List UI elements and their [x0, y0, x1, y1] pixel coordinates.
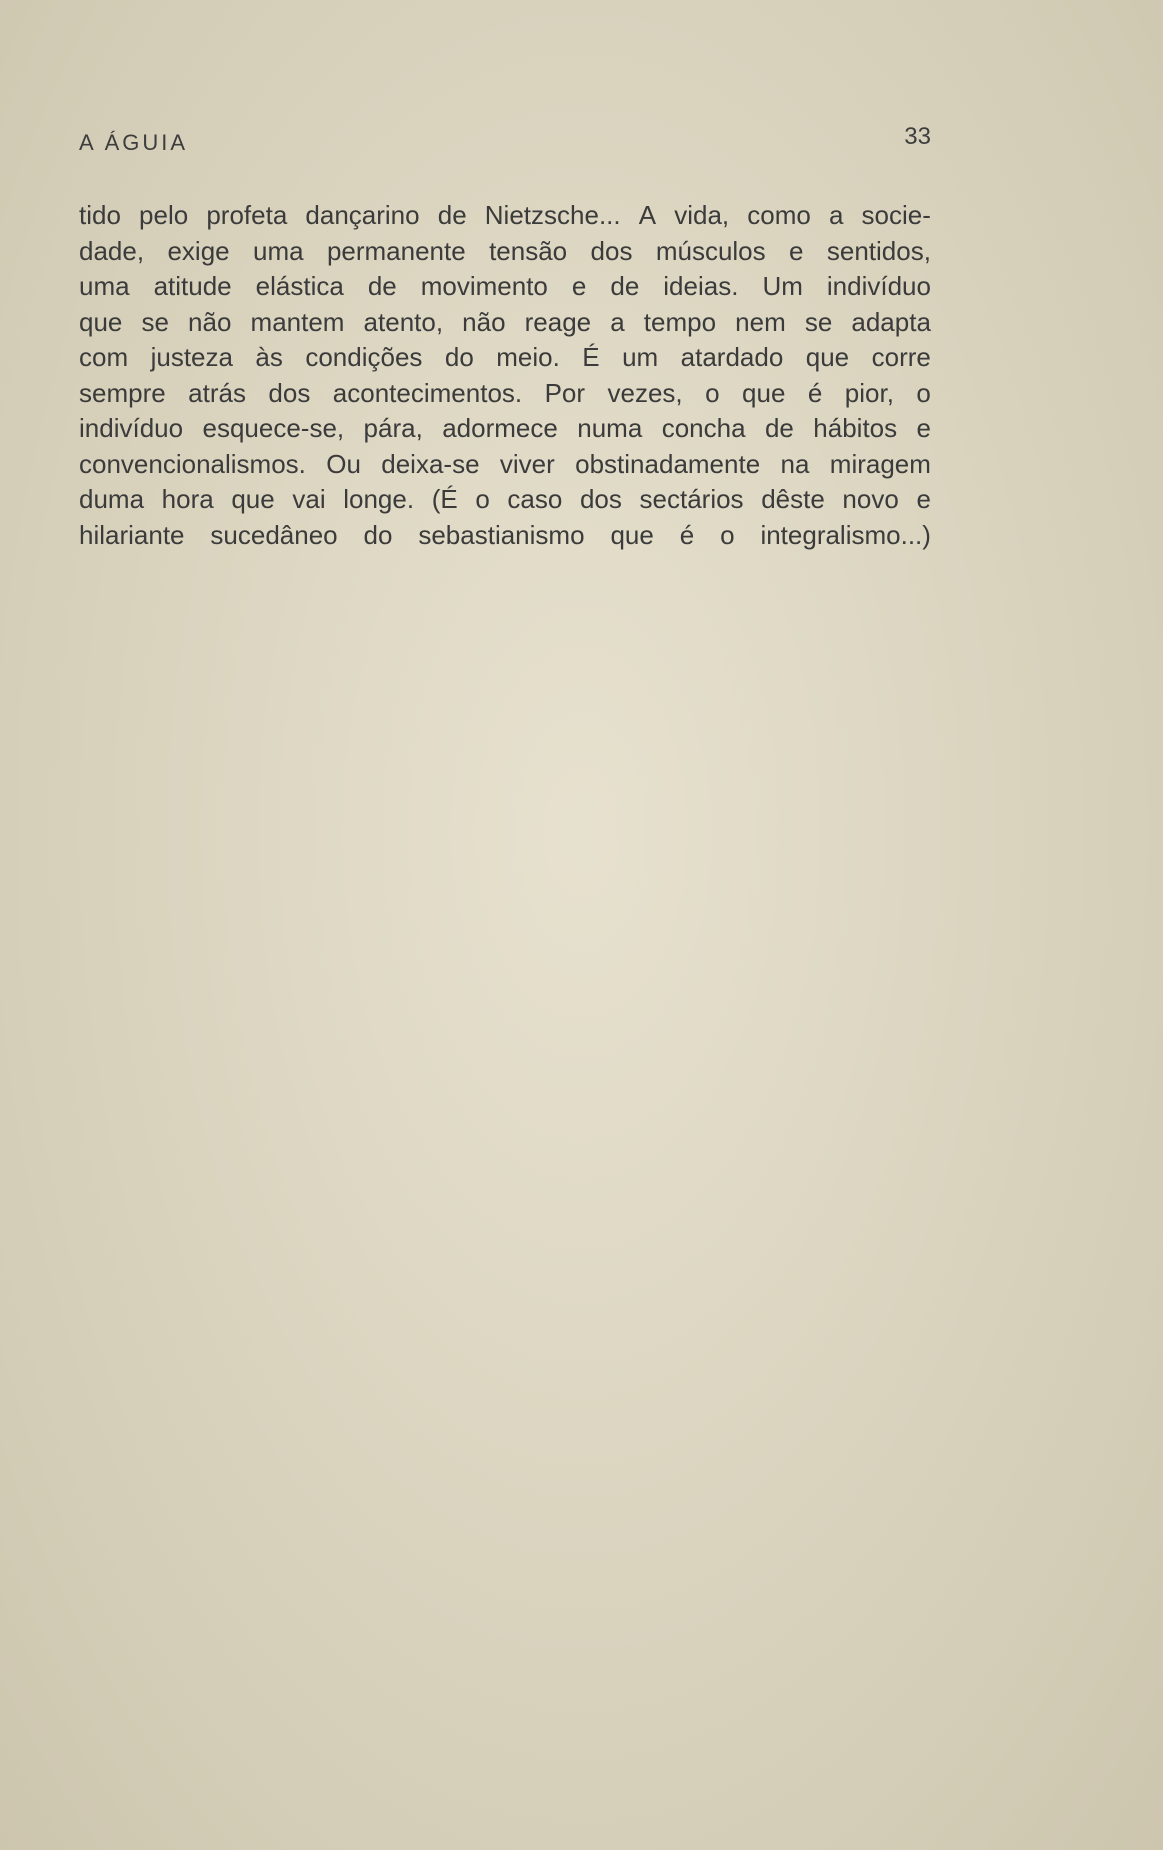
word: que	[79, 306, 123, 337]
word: corre	[871, 342, 931, 373]
word: às	[255, 342, 283, 373]
word: sempre	[79, 377, 166, 408]
word: atardado	[680, 342, 784, 373]
word: adormece	[442, 413, 558, 444]
word: não	[188, 306, 232, 337]
word: de	[437, 200, 467, 230]
word: sucedâneo	[210, 519, 338, 550]
word: a	[610, 306, 625, 337]
word: miragem	[829, 448, 931, 479]
word: concha	[661, 413, 746, 444]
word: uma	[252, 235, 304, 266]
word: dos	[268, 377, 311, 408]
word: hábitos	[813, 413, 898, 444]
word: de	[610, 271, 640, 302]
word: pior,	[844, 377, 894, 408]
word: acontecimentos.	[332, 377, 523, 408]
word: tensão	[489, 235, 568, 266]
body-text	[79, 198, 931, 553]
word: Ou	[326, 448, 361, 479]
word: sectários	[639, 484, 744, 515]
text-line	[79, 305, 931, 341]
word: duma	[79, 484, 145, 515]
word: se	[804, 306, 833, 337]
text-line	[79, 269, 931, 305]
word: A	[638, 200, 657, 230]
word: tido	[79, 200, 121, 230]
word: que	[742, 377, 786, 408]
word: vida,	[674, 200, 730, 230]
word: sentidos,	[826, 235, 931, 266]
word: é	[679, 519, 695, 550]
word: o	[705, 377, 720, 408]
word: dos	[590, 235, 633, 266]
word: atitude	[153, 271, 232, 302]
word: obstinadamente	[575, 448, 761, 479]
word: nem	[735, 306, 786, 337]
word: na	[780, 448, 810, 479]
word: elástica	[255, 271, 344, 302]
page-number: 33	[904, 123, 931, 150]
word: É	[582, 342, 600, 373]
word: o	[475, 484, 490, 515]
word: movimento	[420, 271, 548, 302]
word: caso	[507, 484, 563, 515]
word: longe.	[343, 484, 415, 515]
word: Nietzsche...	[484, 200, 621, 230]
word: do	[444, 342, 474, 373]
word: músculos	[655, 235, 766, 266]
word: vai	[292, 484, 326, 515]
word: de	[367, 271, 397, 302]
text-line	[79, 234, 931, 270]
word: atento,	[363, 306, 444, 337]
text-line	[79, 376, 931, 412]
word: atrás	[188, 377, 246, 408]
text-line	[79, 340, 931, 376]
word: indivíduo	[79, 413, 184, 444]
word: um	[622, 342, 659, 373]
word: com	[79, 342, 129, 373]
text-line	[79, 198, 931, 234]
word: reage	[524, 306, 592, 337]
journal-title: A ÁGUIA	[79, 130, 189, 155]
word: meio.	[496, 342, 560, 373]
word: dançarino	[305, 200, 420, 230]
word: não	[462, 306, 506, 337]
word: tempo	[643, 306, 717, 337]
word: socie-	[861, 200, 931, 230]
word: e	[789, 235, 804, 266]
word: sebastianismo	[418, 519, 585, 550]
word: Um	[762, 271, 803, 302]
word: profeta	[206, 200, 288, 230]
word: e	[571, 271, 587, 302]
word: viver	[499, 448, 555, 479]
word: o	[916, 377, 931, 408]
word: deixa-se	[381, 448, 480, 479]
word: dos	[579, 484, 622, 515]
word: a	[828, 200, 844, 230]
word: e	[916, 484, 931, 515]
word: convencionalismos.	[79, 448, 306, 479]
word: de	[764, 413, 794, 444]
word: exige	[167, 235, 230, 266]
word: novo	[842, 484, 899, 515]
running-head	[79, 123, 931, 160]
word: pára,	[363, 413, 423, 444]
word: mantem	[250, 306, 345, 337]
word: que	[231, 484, 275, 515]
word: que	[805, 342, 850, 373]
word: adapta	[851, 306, 931, 337]
word: o	[720, 519, 735, 550]
word: permanente	[326, 235, 466, 266]
word: é	[807, 377, 823, 408]
word: se	[141, 306, 169, 337]
word: e	[916, 413, 931, 444]
word: pelo	[139, 200, 189, 230]
word: integralismo...)	[760, 519, 931, 550]
word: ideias.	[663, 271, 739, 302]
word: vezes,	[607, 377, 683, 408]
word: que	[610, 519, 654, 550]
word: hora	[161, 484, 214, 515]
word: numa	[577, 413, 643, 444]
word: uma	[79, 271, 130, 302]
text-line	[79, 411, 931, 447]
word: condições	[305, 342, 423, 373]
word: como	[747, 200, 811, 230]
text-line	[79, 518, 931, 554]
word: indivíduo	[826, 271, 931, 302]
word: dade,	[79, 235, 145, 266]
word: (É	[431, 484, 458, 515]
word: justeza	[150, 342, 233, 373]
word: esquece-se,	[202, 413, 345, 444]
text-line	[79, 447, 931, 483]
word: dêste	[761, 484, 825, 515]
word: hilariante	[79, 519, 185, 550]
word: Por	[544, 377, 586, 408]
text-line	[79, 482, 931, 518]
word: do	[363, 519, 393, 550]
